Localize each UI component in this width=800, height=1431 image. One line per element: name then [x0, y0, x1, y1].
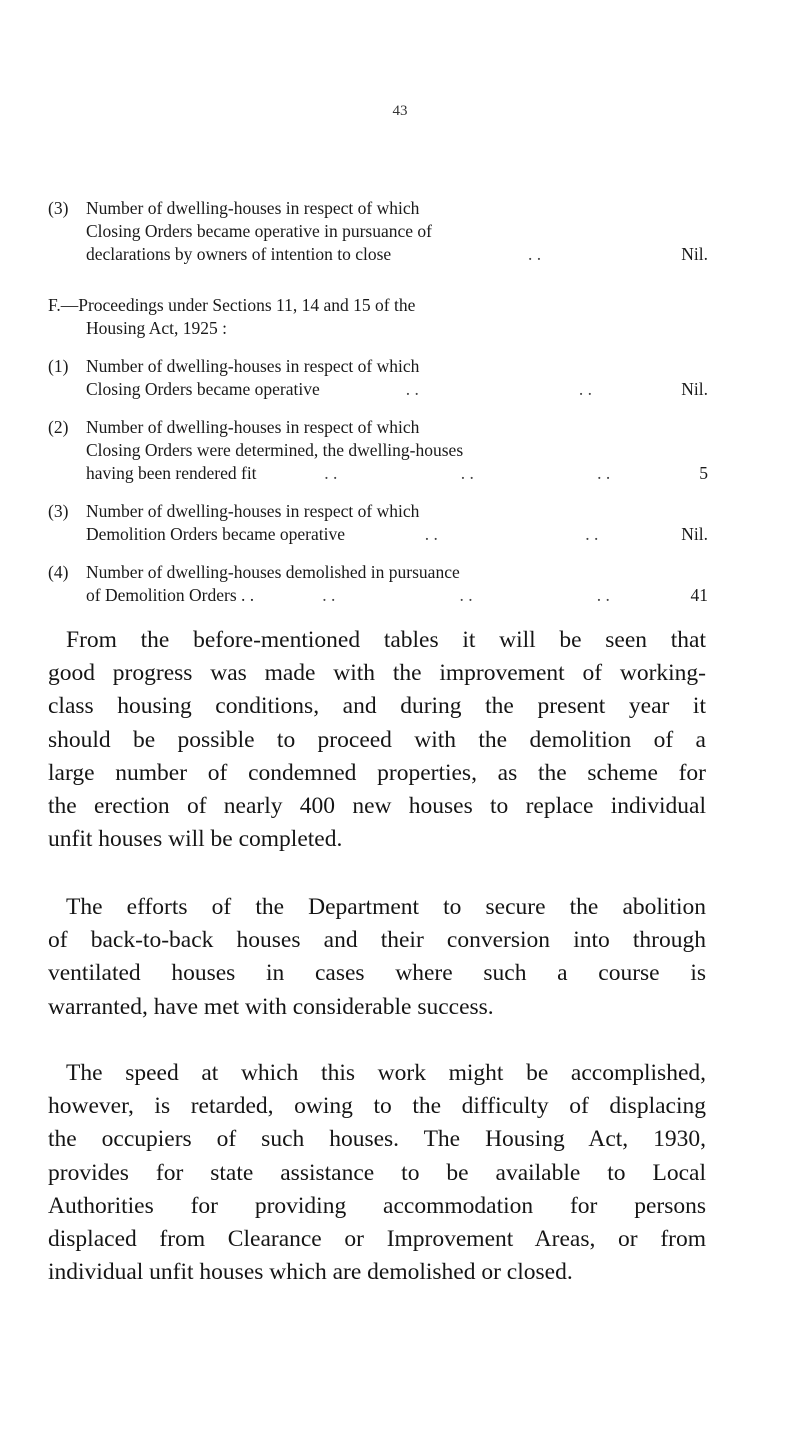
item-text-line: Closing Orders were determined, the dwelling-houses	[86, 440, 464, 460]
leader-dot-group: . .	[596, 585, 610, 605]
paragraph-line: The efforts of the Department to secure the abolition	[66, 894, 706, 920]
leader-dot-group: . .	[460, 463, 474, 483]
list-item-f2	[48, 416, 708, 485]
item-text-line: declarations by owners of intention to close	[86, 244, 392, 264]
list-item-f1	[48, 355, 708, 401]
item-text-line: Demolition Orders became operative	[86, 524, 345, 544]
item-value: 41	[690, 585, 708, 605]
leader-dots	[345, 523, 678, 546]
paragraph-line: the erection of nearly 400 new houses to replace individual	[48, 793, 706, 820]
paragraph-line: From the before-mentioned tables it will be seen that	[66, 627, 706, 653]
paragraph-line: displaced from Clearance or Improvement Areas, or from	[48, 1226, 706, 1253]
list-item-f4	[48, 561, 708, 607]
item-number: (3)	[48, 198, 69, 218]
item-number: (3)	[48, 501, 69, 521]
item-text-line: Number of dwelling-houses in respect of which	[86, 417, 420, 437]
paragraph-back-to-back	[48, 891, 706, 1024]
leader-dot-group: . .	[322, 585, 336, 605]
item-value: Nil.	[681, 244, 708, 264]
paragraph-line: large number of condemned properties, as the scheme for	[48, 759, 706, 786]
leader-dots	[257, 462, 678, 485]
paragraph-line: however, is retarded, owing to the difficulty of displacing	[48, 1093, 706, 1120]
paragraph-line: unfit houses will be completed.	[48, 826, 343, 853]
item-text-line: having been rendered fit	[86, 463, 257, 483]
section-f-heading	[48, 294, 688, 340]
leader-dots	[391, 243, 678, 266]
paragraph-line: the occupiers of such houses. The Housing Act, 1930,	[48, 1126, 706, 1153]
item-number: (4)	[48, 562, 69, 582]
leader-dot-group: . .	[528, 244, 542, 264]
leader-dots	[320, 378, 678, 401]
paragraph-line: of back-to-back houses and their conversion into through	[48, 927, 706, 954]
item-value: 5	[699, 463, 708, 483]
leader-dots	[254, 584, 678, 607]
leader-dot-group: . .	[578, 379, 592, 399]
paragraph-line: individual unfit houses which are demolished or closed.	[48, 1259, 573, 1286]
paragraph-line: good progress was made with the improvement of working-	[48, 660, 706, 687]
leader-dot-group: . .	[405, 379, 419, 399]
item-text-line: Closing Orders became operative	[86, 379, 320, 399]
list-item-e3	[48, 197, 708, 266]
list-item-f3	[48, 500, 708, 546]
item-text-line: Number of dwelling-houses in respect of which	[86, 356, 420, 376]
page-number: 43	[392, 103, 408, 119]
item-text-line: Number of dwelling-houses in respect of which	[86, 501, 420, 521]
paragraph-line: class housing conditions, and during the present year it	[48, 693, 706, 720]
item-number: (1)	[48, 356, 69, 376]
section-heading-line: Housing Act, 1925 :	[86, 318, 227, 338]
item-text-line: Number of dwelling-houses demolished in pursuance	[86, 562, 460, 582]
item-text-line: Closing Orders became operative in pursuance of	[86, 221, 432, 241]
section-heading-line: F.—Proceedings under Sections 11, 14 and 15 of the	[48, 295, 416, 315]
paragraph-line: provides for state assistance to be available to Local	[48, 1159, 706, 1186]
item-number: (2)	[48, 417, 69, 437]
item-text-line: Number of dwelling-houses in respect of which	[86, 198, 420, 218]
leader-dot-group: . .	[459, 585, 473, 605]
leader-dot-group: . .	[424, 524, 438, 544]
paragraph-line: should be possible to proceed with the demolition of a	[48, 726, 706, 753]
paragraph-speed	[48, 1057, 706, 1289]
leader-dot-group: . .	[585, 524, 599, 544]
paragraph-line: ventilated houses in cases where such a course is	[48, 960, 706, 987]
paragraph-progress	[48, 624, 706, 856]
paragraph-line: The speed at which this work might be accomplished,	[66, 1060, 706, 1086]
paragraph-line: Authorities for providing accommodation for persons	[48, 1192, 706, 1219]
item-text-line: of Demolition Orders . .	[86, 585, 255, 605]
item-value: Nil.	[681, 379, 708, 399]
paragraph-line: warranted, have met with considerable success.	[48, 993, 494, 1020]
item-value: Nil.	[681, 524, 708, 544]
leader-dot-group: . .	[597, 463, 611, 483]
leader-dot-group: . .	[324, 463, 338, 483]
